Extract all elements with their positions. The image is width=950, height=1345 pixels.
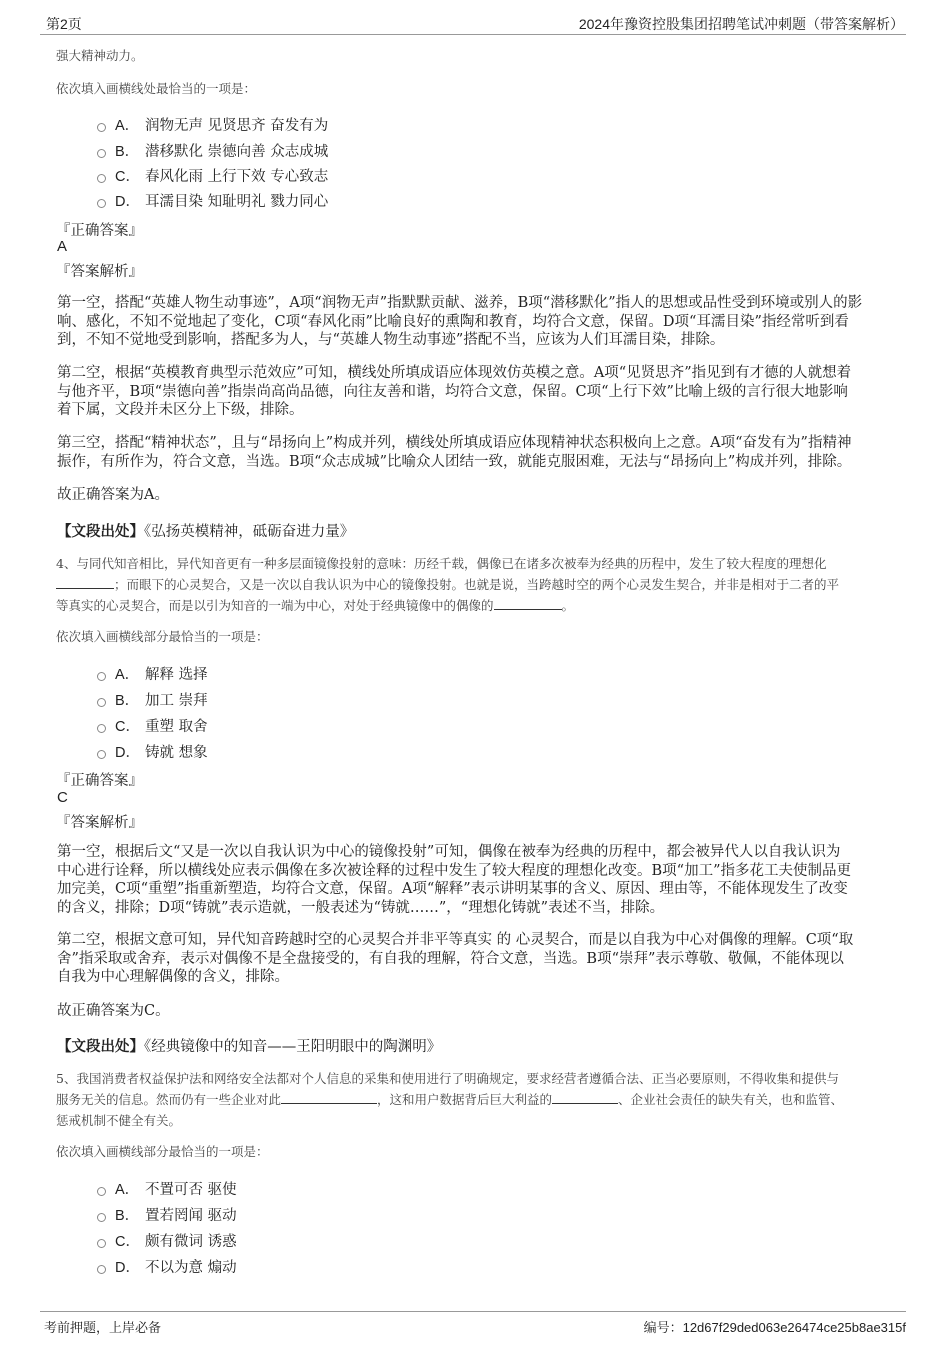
q3-option-c[interactable]: C． 春风化雨 上行下效 专心致志	[97, 164, 328, 186]
radio-icon[interactable]	[97, 1213, 106, 1222]
q3-analysis-label: 『答案解析』	[56, 264, 143, 280]
q4-stem: 4、与同代知音相比，异代知音更有一种多层面镜像投射的意味：历经千载，偶像已在诸多次被奉为经典的历程中，发生了较大程度的理想化 ；而眼下的心灵契合，又是一次以自我认识为中心的镜像投射。也就是说，当跨越时空的两个心灵发生契合，并非是相对于二者的平 等真实的心灵契合，而是以引为知音的一端为中心，对处于经典镜像中的偶像的 。	[56, 556, 840, 613]
q3-analysis-paragraph: 第一空，搭配“英雄人物生动事迹”，A项“润物无声”指默默贡献、滋养，B项“潜移默化”指人的思想或品性受到环境或别人的影 响、感化，不知不觉地起了变化，C项“春风化雨”比喻良好的熏陶和教育，均符合文意，保留。D项“耳濡目染”指经常听到看 到，不知不觉地受到影响，搭配多为人，与“英雄人物生动事迹”搭配不当，应该为人们耳濡目染，排除。	[57, 295, 863, 348]
q4-analysis-label: 『答案解析』	[56, 815, 143, 831]
q3-prompt: 依次填入画横线处最恰当的一项是：	[56, 81, 257, 96]
q4-option-a[interactable]: A． 解释 选择	[97, 662, 208, 684]
radio-icon[interactable]	[97, 698, 106, 707]
page-footer	[40, 1311, 906, 1336]
q3-conclusion: 故正确答案为A。	[57, 487, 169, 503]
q3-option-d[interactable]: D． 耳濡目染 知耻明礼 戮力同心	[97, 189, 328, 211]
blank-line[interactable]	[281, 1089, 377, 1104]
q3-analysis-paragraph: 第三空，搭配“精神状态”，且与“昂扬向上”构成并列，横线处所填成语应体现精神状态积极向上之意。A项“奋发有为”指精神 振作，有所作为，符合文意，当选。B项“众志成城”比喻众人团结一致，就能克服困难，无法与“昂扬向上”构成并列，排除。	[57, 435, 852, 470]
q4-option-b[interactable]: B． 加工 崇拜	[97, 688, 208, 710]
q3-analysis-paragraph: 第二空，根据“英模教育典型示范效应”可知，横线处所填成语应体现效仿英模之意。A项“见贤思齐”指见到有才德的人就想着 与他齐平，B项“崇德向善”指崇尚高尚品德，向往友善和谐，均符合文意，保留。C项“上行下效”比喻上级的言行很大地影响 着下属，文段并未区分上下级，排除。	[57, 365, 852, 418]
document-code: 编号：12d67f29ded063e26474ce25b8ae315f	[643, 1320, 906, 1335]
q4-conclusion: 故正确答案为C。	[57, 1003, 170, 1019]
radio-icon[interactable]	[97, 199, 106, 208]
q5-option-b[interactable]: B． 置若罔闻 驱动	[97, 1203, 237, 1225]
q3-answer-label: 『正确答案』	[56, 223, 143, 239]
q3-source: 【文段出处】《弘扬英模精神，砥砺奋进力量》	[57, 523, 355, 540]
q4-option-d[interactable]: D． 铸就 想象	[97, 740, 208, 762]
footer-slogan: 考前押题，上岸必备	[44, 1320, 162, 1335]
blank-line[interactable]	[552, 1089, 618, 1104]
blank-line[interactable]	[56, 574, 114, 589]
q5-option-a[interactable]: A． 不置可否 驱使	[97, 1177, 237, 1199]
q4-analysis-paragraph: 第一空，根据后文“又是一次以自我认识为中心的镜像投射”可知，偶像在被奉为经典的历程中，都会被异代人以自我认识为 中心进行诠释，所以横线处应表示偶像在多次被诠释的过程中发生了较大程度的理想化改变。B项“加工”指多花工夫使制品更 加完美，C项“重塑”指重新塑造，均符合文意，保留。A项“解释”表示讲明某事的含义、原因、理由等，不能体现发生了改变 的含义，排除；D项“铸就”表示造就，一般表述为“铸就……”，“理想化铸就”表述不当，排除。	[57, 844, 851, 916]
radio-icon[interactable]	[97, 1187, 106, 1196]
q5-option-c[interactable]: C． 颇有微词 诱惑	[97, 1229, 237, 1251]
radio-icon[interactable]	[97, 174, 106, 183]
q4-option-c[interactable]: C． 重塑 取舍	[97, 714, 208, 736]
q4-analysis-paragraph: 第二空，根据文意可知，异代知音跨越时空的心灵契合并非平等真实 的 心灵契合，而是以自我为中心对偶像的理解。C项“取 舍”指采取或舍弃，表示对偶像不是全盘接受的，有自我的理解，符合文意，当选。B项“崇拜”表示尊敬、敬佩，不能体现以 自我为中心理解偶像的含义，排除。	[57, 932, 854, 985]
radio-icon[interactable]	[97, 1265, 106, 1274]
blank-line[interactable]	[494, 595, 562, 610]
radio-icon[interactable]	[97, 123, 106, 132]
page-number: 第2页	[46, 16, 82, 32]
q5-prompt: 依次填入画横线部分最恰当的一项是：	[56, 1144, 269, 1159]
q5-option-d[interactable]: D． 不以为意 煽动	[97, 1255, 237, 1277]
radio-icon[interactable]	[97, 149, 106, 158]
radio-icon[interactable]	[97, 1239, 106, 1248]
radio-icon[interactable]	[97, 672, 106, 681]
radio-icon[interactable]	[97, 750, 106, 759]
q5-stem: 5、我国消费者权益保护法和网络安全法都对个人信息的采集和使用进行了明确规定，要求经营者遵循合法、正当必要原则，不得收集和提供与 服务无关的信息。然而仍有一些企业对此 ，这和用户数据背后巨大利益的 、企业社会责任的缺失有关，也和监管、 惩戒机制不健全有关。	[56, 1071, 844, 1128]
q4-prompt: 依次填入画横线部分最恰当的一项是：	[56, 629, 269, 644]
q4-source: 【文段出处】《经典镜像中的知音——王阳明眼中的陶渊明》	[57, 1038, 442, 1055]
q3-option-a[interactable]: A． 润物无声 见贤思齐 奋发有为	[97, 113, 328, 135]
q3-option-b[interactable]: B． 潜移默化 崇德向善 众志成城	[97, 139, 328, 161]
page-header	[40, 12, 906, 35]
q3-answer: A	[57, 238, 68, 255]
q3-stem-tail: 强大精神动力。	[56, 48, 144, 63]
radio-icon[interactable]	[97, 724, 106, 733]
document-title: 2024年豫资控股集团招聘笔试冲刺题（带答案解析）	[578, 16, 904, 32]
q4-answer: C	[57, 789, 68, 806]
q4-answer-label: 『正确答案』	[56, 773, 143, 789]
